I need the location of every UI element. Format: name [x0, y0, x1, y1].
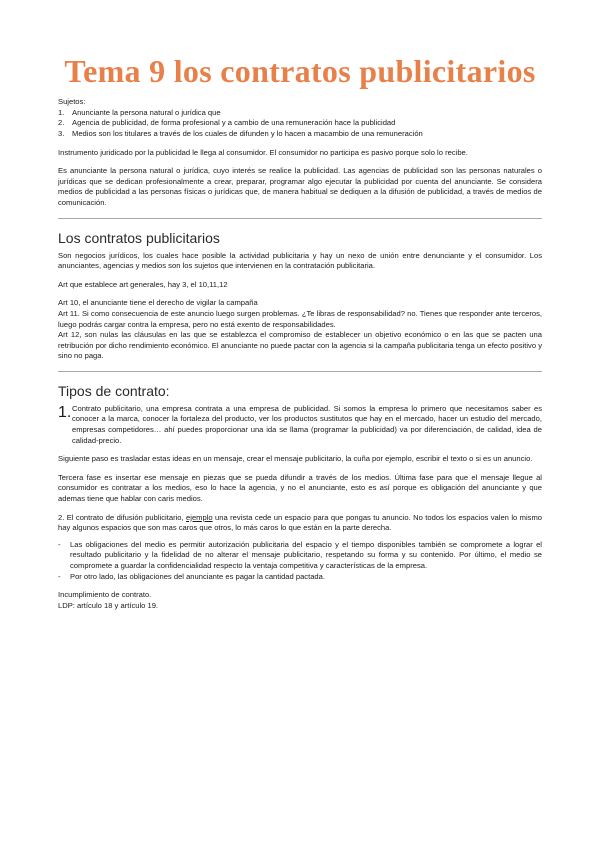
section-heading-suffix: : [165, 382, 170, 399]
bullet-mark: - [58, 539, 61, 549]
article-12: Art 12, son nulas las cláusulas en las que se establezca el compromiso de establecer un objetivo económico o en las que se pacten una retribución por dicho rendimiento económico. El anunciante no puede pactar con la agencia si la campaña publicitaria tenga un efecto positivo y sino no paga. [58, 330, 542, 361]
bullet-mark: - [58, 571, 61, 581]
list-text: Medios son los titulares a través de los cuales de difunden y lo hacen a macambio de una remuneración [72, 128, 423, 138]
section-contratos [58, 229, 542, 362]
bullet-text: Por otro lado, las obligaciones del anunciante es pagar la cantidad pactada. [70, 571, 325, 581]
section-heading: Los contratos publicitarios [58, 229, 220, 246]
bullet-item [58, 540, 542, 572]
list-number: 1. [58, 107, 65, 117]
list-item [58, 118, 542, 129]
paragraph: Instrumento juridicado por la publicidad le llega al consumidor. El consumidor no participa es pasivo porque solo lo recibe. [58, 147, 468, 157]
subjects-label: Sujetos: [58, 97, 86, 107]
list-item [58, 404, 542, 446]
underlined-text: ejemplo [186, 512, 213, 522]
bullet-item [58, 572, 542, 583]
list-item [58, 108, 542, 119]
list-number: 3. [58, 128, 65, 138]
section-tipos [58, 382, 542, 612]
list-number: 1. [58, 403, 72, 421]
paragraph: Tercera fase es insertar ese mensaje en piezas que se pueda difundir a través de los medios. Última fase para que el mensaje llegue al consumidor es contratar a los medios, eso lo hace la agencia, y no el anunciante, esto es así porque es obligación del anunciante y que ademas tiene que hablar con caris medios. [58, 472, 542, 504]
article-10: Art 10, el anunciante tiene el derecho de vigilar la campaña [58, 298, 258, 308]
document-title: Tema 9 los contratos publicitarios [64, 53, 536, 89]
section-heading [58, 382, 542, 400]
section-divider [58, 371, 542, 372]
document-page [58, 54, 542, 611]
paragraph [58, 513, 542, 534]
section-divider [58, 218, 542, 219]
list-text: Anunciante la persona natural o jurídica que [72, 107, 221, 117]
list-number: 2. [58, 118, 65, 128]
subjects-list [58, 108, 542, 140]
list-text: Agencia de publicidad, de forma profesional y a cambio de una remuneración hace la publicidad [72, 118, 396, 128]
article-11: Art 11. Si como consecuencia de este anuncio luego surgen problemas. ¿Te libras de responsabilidad? no. Tienes que responder ante terceros, luego podrás cargar contra la empresa, pero no está exento de responsabilidades. [58, 308, 542, 329]
bullet-list [58, 540, 542, 582]
text-run: 2. El contrato de difusión publicitario, [58, 512, 187, 522]
paragraph: Es anunciante la persona natural o jurídica, cuyo interés se realice la publicidad. Las agencias de publicidad son las personas naturales o jurídicas que se dedican profesionalmente a crear, preparar, programar algo ejecutar la publicidad por cuenta del anunciante. Se considera medios de publicidad a las personas físicas o jurídicas que, de manera habitual se dediquen a la difusión de publicidad, a través de medios de comunicación. [58, 166, 542, 207]
paragraph: Art que establece art generales, hay 3, el 10,11,12 [58, 279, 228, 289]
text-run: una revista cede un espacio para que pongas tu anuncio. No todos los espacios valen lo mismo hay algunos espacios que son mas caros que otros, lo más caros lo que están en la parte derecha. [58, 512, 543, 533]
paragraph: Incumplimiento de contrato. [58, 590, 152, 600]
list-item [58, 129, 542, 140]
paragraph: LDP: artículo 18 y artículo 19. [58, 600, 159, 610]
section-heading-text: Tipos de contrato [58, 382, 166, 399]
paragraph: Siguiente paso es trasladar estas ideas en un mensaje, crear el mensaje publicitario, la cuña por ejemplo, escribir el texto o si es un anuncio. [58, 454, 533, 464]
list-text: Contrato publicitario, una empresa contrata a una empresa de publicidad. Si somos la empresa lo primero que necesitamos saber es conocer a la marca, conocer la fortaleza del producto, ver los productos sustitutos que hay en el mercado, hacer un estudio del mercado, empresas competidores… ahí puedes proporcionar una ida se llama (programar la publicidad) va por diferenciación, de calidad, idea de calidad-precio. [72, 403, 542, 445]
intro-section [58, 97, 542, 208]
bullet-text: Las obligaciones del medio es permitir autorización publicitaria del espacio y el tiempo disponibles también se compromete a lograr el resultado publicitario y la fidelidad de no alterar el mensaje publicitario, respetando su forma y su contenido. Por último, el medio se compromete a guardar la confidencialidad respecto la ventaja competitiva y características de la empresa. [70, 539, 542, 570]
paragraph: Son negocios jurídicos, los cuales hace posible la actividad publicitaria y hay un nexo de unión entre denunciante y el consumidor. Los anunciantes, agencias y medios son los sujetos que intervienen en la contratación publicitaria. [58, 250, 542, 271]
